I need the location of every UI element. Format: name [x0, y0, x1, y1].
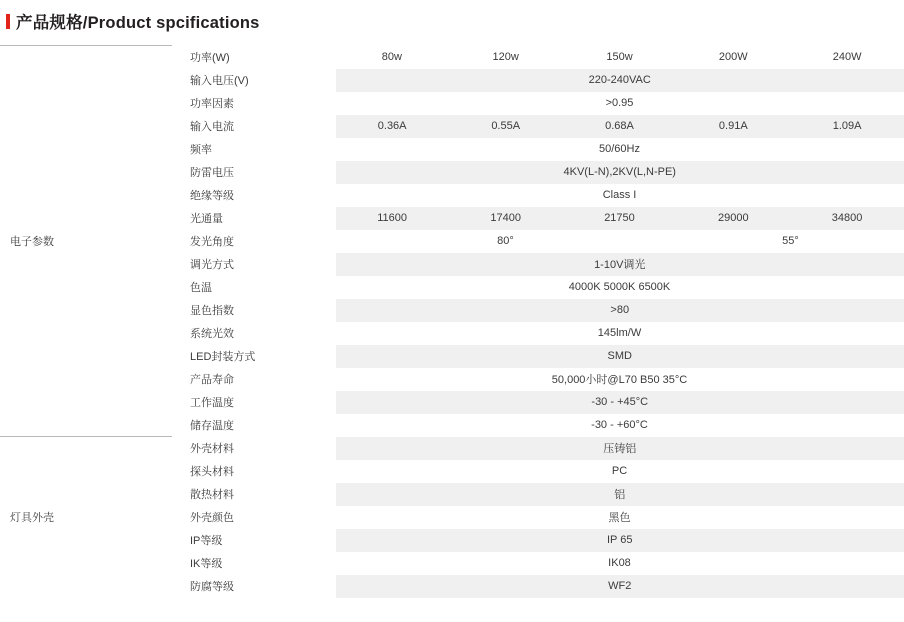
row-label: 绝缘等级 [190, 190, 234, 202]
cell-value: 0.36A [335, 115, 449, 138]
cell-value: 压铸铝 [335, 437, 904, 460]
table-row [0, 46, 904, 69]
cell-value: 29000 [676, 207, 790, 230]
cell-value: 55° [676, 230, 904, 253]
row-label: 防雷电压 [190, 167, 234, 179]
cell-value: -30 - +45°C [335, 391, 904, 414]
specifications-table [0, 45, 904, 598]
title-accent-bar [6, 14, 10, 29]
cell-value: 铝 [335, 483, 904, 506]
row-label: 探头材料 [190, 466, 234, 478]
cell-value: 4KV(L-N),2KV(L,N-PE) [335, 161, 904, 184]
cell-value: IP 65 [335, 529, 904, 552]
row-label: 系统光效 [190, 328, 234, 340]
cell-value: 1.09A [790, 115, 904, 138]
row-label: 输入电压(V) [190, 75, 249, 87]
row-label: 工作温度 [190, 397, 234, 409]
row-label: 发光角度 [190, 236, 234, 248]
row-label: 频率 [190, 144, 212, 156]
cell-value: 21750 [563, 207, 677, 230]
cell-value: 17400 [449, 207, 563, 230]
cell-value: SMD [335, 345, 904, 368]
cell-value: Class I [602, 189, 637, 201]
row-label: 显色指数 [190, 305, 234, 317]
cell-value: PC [611, 465, 628, 477]
cell-value: IK08 [608, 557, 631, 569]
cell-value: 11600 [335, 207, 449, 230]
cell-value: WF2 [335, 575, 904, 598]
cell-value: 145lm/W [597, 327, 642, 339]
row-label: 输入电流 [190, 121, 234, 133]
cell-value: 4000K 5000K 6500K [568, 281, 671, 293]
page-title [0, 0, 904, 34]
section-label-housing: 灯具外壳 [0, 437, 172, 598]
cell-value: 80w [381, 51, 402, 63]
table-row [0, 437, 904, 460]
row-label: 产品寿命 [190, 374, 234, 386]
row-label: 色温 [190, 282, 212, 294]
cell-value: 120w [492, 51, 519, 63]
cell-value: 1-10V调光 [335, 253, 904, 276]
row-label: LED封装方式 [190, 351, 256, 363]
page-title-text: 产品规格/Product spcifications [16, 13, 260, 32]
cell-value: 0.91A [676, 115, 790, 138]
cell-value: 0.55A [449, 115, 563, 138]
cell-value: 50/60Hz [599, 143, 640, 155]
cell-value: -30 - +60°C [591, 419, 648, 431]
row-label: 功率因素 [190, 98, 234, 110]
row-label: 储存温度 [190, 420, 234, 432]
section-label-electrical: 电子参数 [0, 46, 172, 437]
row-label: 功率(W) [190, 52, 230, 64]
cell-value: 黑色 [608, 512, 631, 524]
cell-value: 200W [718, 51, 748, 63]
cell-value: 220-240VAC [335, 69, 904, 92]
cell-value: 50,000小时@L70 B50 35°C [551, 374, 688, 386]
cell-value: 150w [606, 51, 633, 63]
cell-value: >80 [335, 299, 904, 322]
cell-value: >0.95 [605, 97, 634, 109]
row-label: 防腐等级 [190, 581, 234, 593]
table-body [0, 46, 904, 598]
row-label: 光通量 [190, 213, 223, 225]
cell-value: 34800 [790, 207, 904, 230]
row-label: 外壳颜色 [190, 512, 234, 524]
cell-value: 240W [832, 51, 862, 63]
row-label: 外壳材料 [190, 443, 234, 455]
row-label: IP等级 [190, 535, 223, 547]
row-label: 调光方式 [190, 259, 234, 271]
row-label: 散热材料 [190, 489, 234, 501]
row-label: IK等级 [190, 558, 223, 570]
cell-value: 0.68A [563, 115, 677, 138]
cell-value: 80° [497, 235, 514, 247]
